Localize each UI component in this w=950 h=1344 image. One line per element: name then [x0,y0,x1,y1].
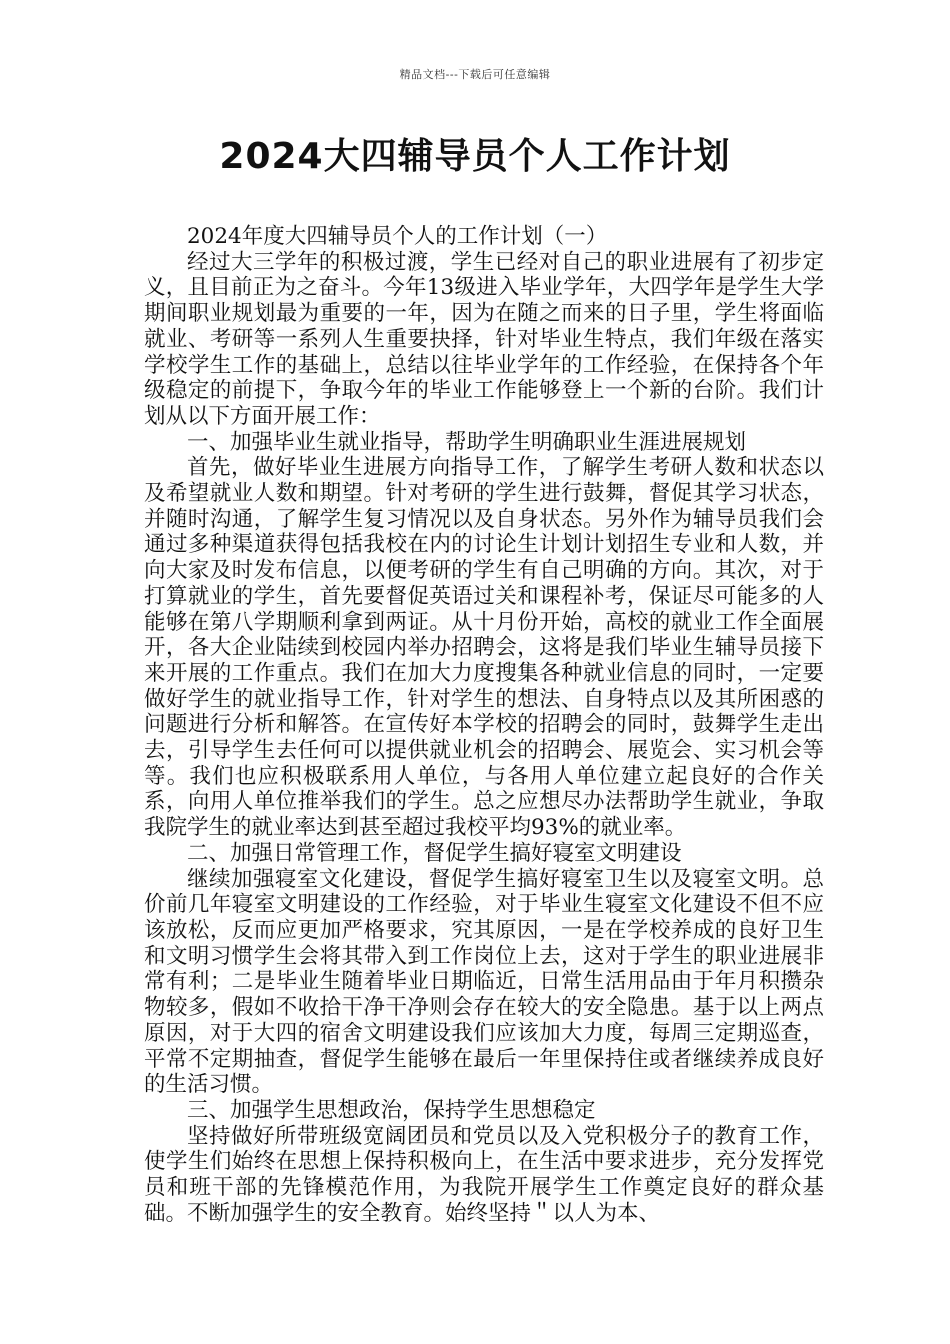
intro-paragraph: 经过大三学年的积极过渡，学生已经对自己的职业进展有了初步定义，且目前正为之奋斗。今年13级进入毕业学年，大四学年是学生大学期间职业规划最为重要的一年，因为在随之而来的日子里，学生将面临就业、考研等一系列人生重要抉择，针对毕业生特点，我们年级在落实学校学生工作的基础上，总结以往毕业学年的工作经验，在保持各个年级稳定的前提下，争取今年的毕业工作能够登上一个新的台阶。我们计划从以下方面开展工作： [144,249,824,429]
plan-heading: 2024年度大四辅导员个人的工作计划（一） [187,224,608,249]
header-note: 精品文档---下载后可任意编辑 [399,68,551,81]
document-body [144,224,824,1226]
section-1-paragraph: 首先，做好毕业生进展方向指导工作，了解学生考研人数和状态以及希望就业人数和期望。针对考研的学生进行鼓舞，督促其学习状态，并随时沟通，了解学生复习情况以及自身状态。另外作为辅导员我们会通过多种渠道获得包括我校在内的讨论生计划计划招生专业和人数，并向大家及时发布信息，以便考研的学生有自己明确的方向。其次，对于打算就业的学生，首先要督促英语过关和课程补考，保证尽可能多的人能够在第八学期顺利拿到两证。从十月份开始，高校的就业工作全面展开，各大企业陆续到校园内举办招聘会，这将是我们毕业生辅导员接下来开展的工作重点。我们在加大力度搜集各种就业信息的同时，一定要做好学生的就业指导工作，针对学生的想法、自身特点以及其所困惑的问题进行分析和解答。在宣传好本学校的招聘会的同时，鼓舞学生走出去，引导学生去任何可以提供就业机会的招聘会、展览会、实习机会等等。我们也应积极联系用人单位，与各用人单位建立起良好的合作关系，向用人单位推举我们的学生。总之应想尽办法帮助学生就业，争取我院学生的就业率达到甚至超过我校平均93%的就业率。 [144,455,824,841]
section-2-paragraph: 继续加强寝室文化建设，督促学生搞好寝室卫生以及寝室文明。总价前几年寝室文明建设的工作经验，对于毕业生寝室文化建设不但不应该放松，反而应更加严格要求，究其原因，一是在学校养成的良好卫生和文明习惯学生会将其带入到工作岗位上去，这对于学生的职业进展非常有利；二是毕业生随着毕业日期临近，日常生活用品由于年月积攒杂物较多，假如不收拾干净干净则会存在较大的安全隐患。基于以上两点原因，对于大四的宿舍文明建设我们应该加大力度，每周三定期巡查，平常不定期抽查，督促学生能够在最后一年里保持住或者继续养成良好的生活习惯。 [144,866,824,1098]
section-heading-3: 三、加强学生思想政治，保持学生思想稳定 [187,1097,596,1123]
section-heading-2: 二、加强日常管理工作，督促学生搞好寝室文明建设 [187,840,682,866]
section-heading-1: 一、加强毕业生就业指导，帮助学生明确职业生涯进展规划 [187,429,747,455]
document-title: 2024大四辅导员个人工作计划 [219,136,731,177]
section-3-paragraph: 坚持做好所带班级宽阔团员和党员以及入党积极分子的教育工作，使学生们始终在思想上保持积极向上，在生活中要求进步，充分发挥党员和班干部的先锋模范作用，为我院开展学生工作奠定良好的群众基础。不断加强学生的安全教育。始终坚持＂以人为本、 [144,1123,824,1226]
